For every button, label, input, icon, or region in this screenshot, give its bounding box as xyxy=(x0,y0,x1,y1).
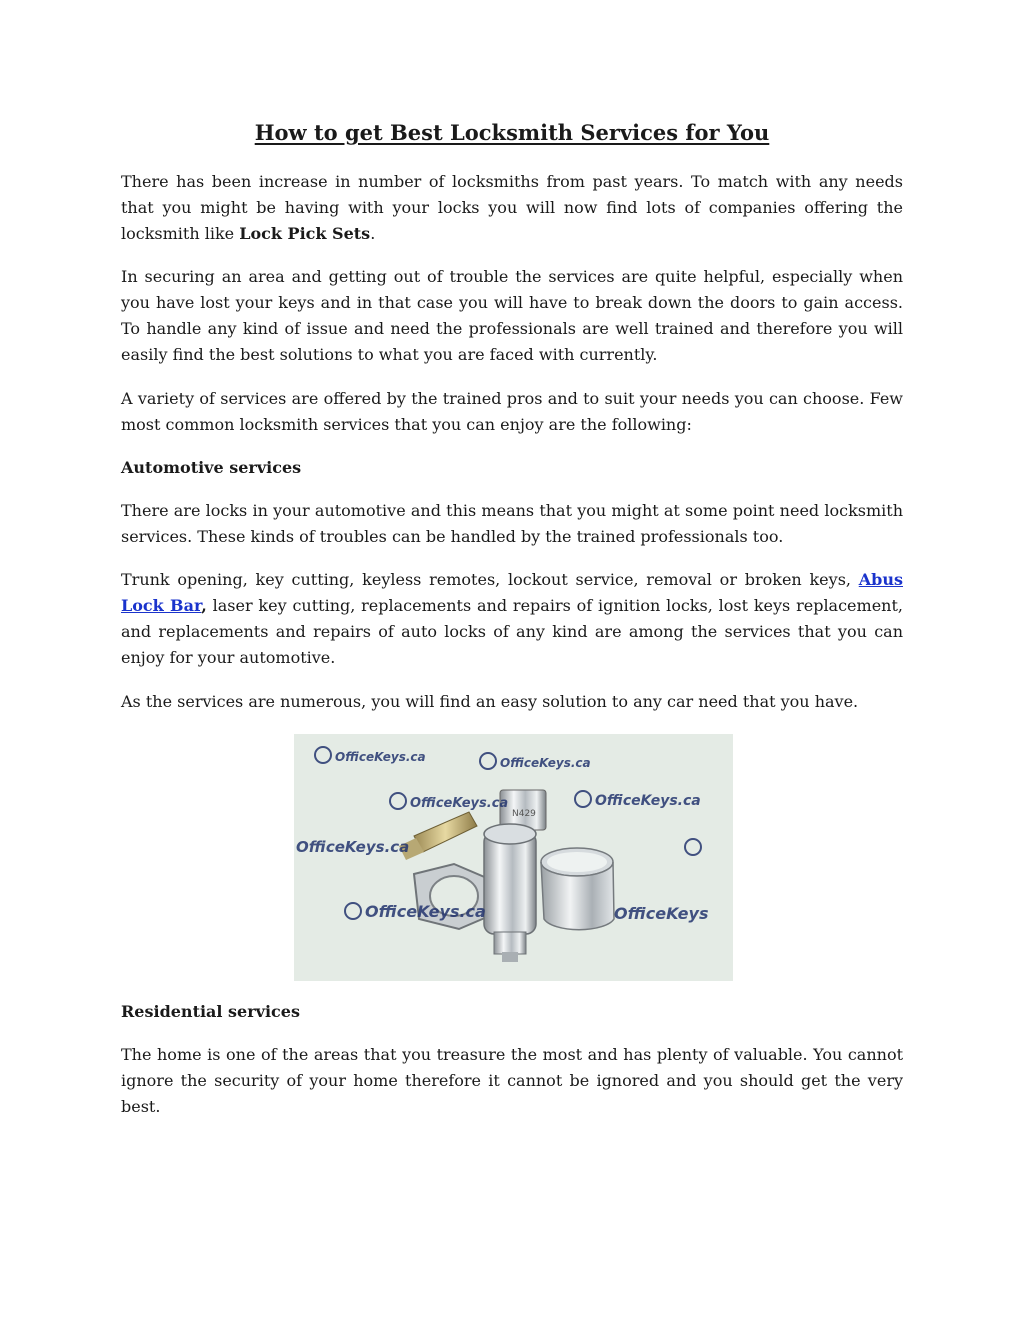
trunk-after-text: laser key cutting, replacements and repairs of ignition locks, lost keys replacement, and replacements and repairs of auto locks of any kind are among the services that you can enjoy for your automotive. xyxy=(121,596,903,667)
globe-icon xyxy=(479,752,497,770)
svg-text:N429: N429 xyxy=(512,809,536,819)
watermark-row3-right xyxy=(684,838,705,857)
automotive-locks-text: There are locks in your automotive and this means that you might at some point need locksmith services. These kinds of troubles can be handled by the trained professionals too. xyxy=(121,501,903,546)
watermark-row4-right: OfficeKeys xyxy=(614,904,709,923)
lock-cylinder-photo xyxy=(294,734,733,981)
residential-heading: Residential services xyxy=(121,1002,300,1021)
watermark-row2-right: OfficeKeys.ca xyxy=(574,790,701,809)
lock-photo-illustration xyxy=(294,734,733,981)
variety-text: A variety of services are offered by the trained pros and to suit your needs you can choose. Few most common locksmith services that you can enjoy are the following: xyxy=(121,389,903,434)
globe-icon xyxy=(684,838,702,856)
watermark-row4-left: OfficeKeys.ca xyxy=(344,902,486,921)
paragraph-automotive-locks xyxy=(121,498,903,550)
watermark-top-center: OfficeKeys.ca xyxy=(479,752,591,770)
watermark-row3-left: OfficeKeys.ca xyxy=(296,838,410,856)
paragraph-securing xyxy=(121,264,903,368)
lock-pick-sets-bold: Lock Pick Sets xyxy=(239,224,371,243)
watermark-top-left: OfficeKeys.ca xyxy=(314,746,426,764)
paragraph-variety xyxy=(121,386,903,438)
securing-text: In securing an area and getting out of trouble the services are quite helpful, especially when you have lost your keys and in that case you will have to break down the doors to gain access. To handle any kind of issue and need the professionals are well trained and therefore you will easily find the best solutions to what you are faced with currently. xyxy=(121,267,903,364)
document-title: How to get Best Locksmith Services for You xyxy=(254,120,770,145)
intro-end: . xyxy=(370,224,376,243)
trunk-before-text: Trunk opening, key cutting, keyless remotes, lockout service, removal or broken keys, xyxy=(121,570,859,589)
paragraph-trunk-opening xyxy=(121,567,903,671)
globe-icon xyxy=(344,902,362,920)
abus-comma: , xyxy=(201,596,207,615)
intro-text: There has been increase in number of locksmiths from past years. To match with any needs that you might be having with your locks you will now find lots of companies offering the locksmith like xyxy=(121,172,903,243)
watermark-row2-left: OfficeKeys.ca xyxy=(389,792,508,811)
globe-icon xyxy=(574,790,592,808)
abus-lock-bar-link[interactable]: Abus Lock Bar xyxy=(121,570,903,615)
heading-automotive xyxy=(121,455,903,481)
paragraph-numerous xyxy=(121,689,903,715)
numerous-text: As the services are numerous, you will find an easy solution to any car need that you have. xyxy=(121,692,859,711)
paragraph-home xyxy=(121,1042,903,1120)
paragraph-intro xyxy=(121,169,903,247)
globe-icon xyxy=(389,792,407,810)
heading-residential xyxy=(121,999,903,1025)
globe-icon xyxy=(314,746,332,764)
home-text: The home is one of the areas that you treasure the most and has plenty of valuable. You cannot ignore the security of your home therefore it cannot be ignored and you should get the very best. xyxy=(121,1045,903,1116)
automotive-heading: Automotive services xyxy=(121,458,302,477)
